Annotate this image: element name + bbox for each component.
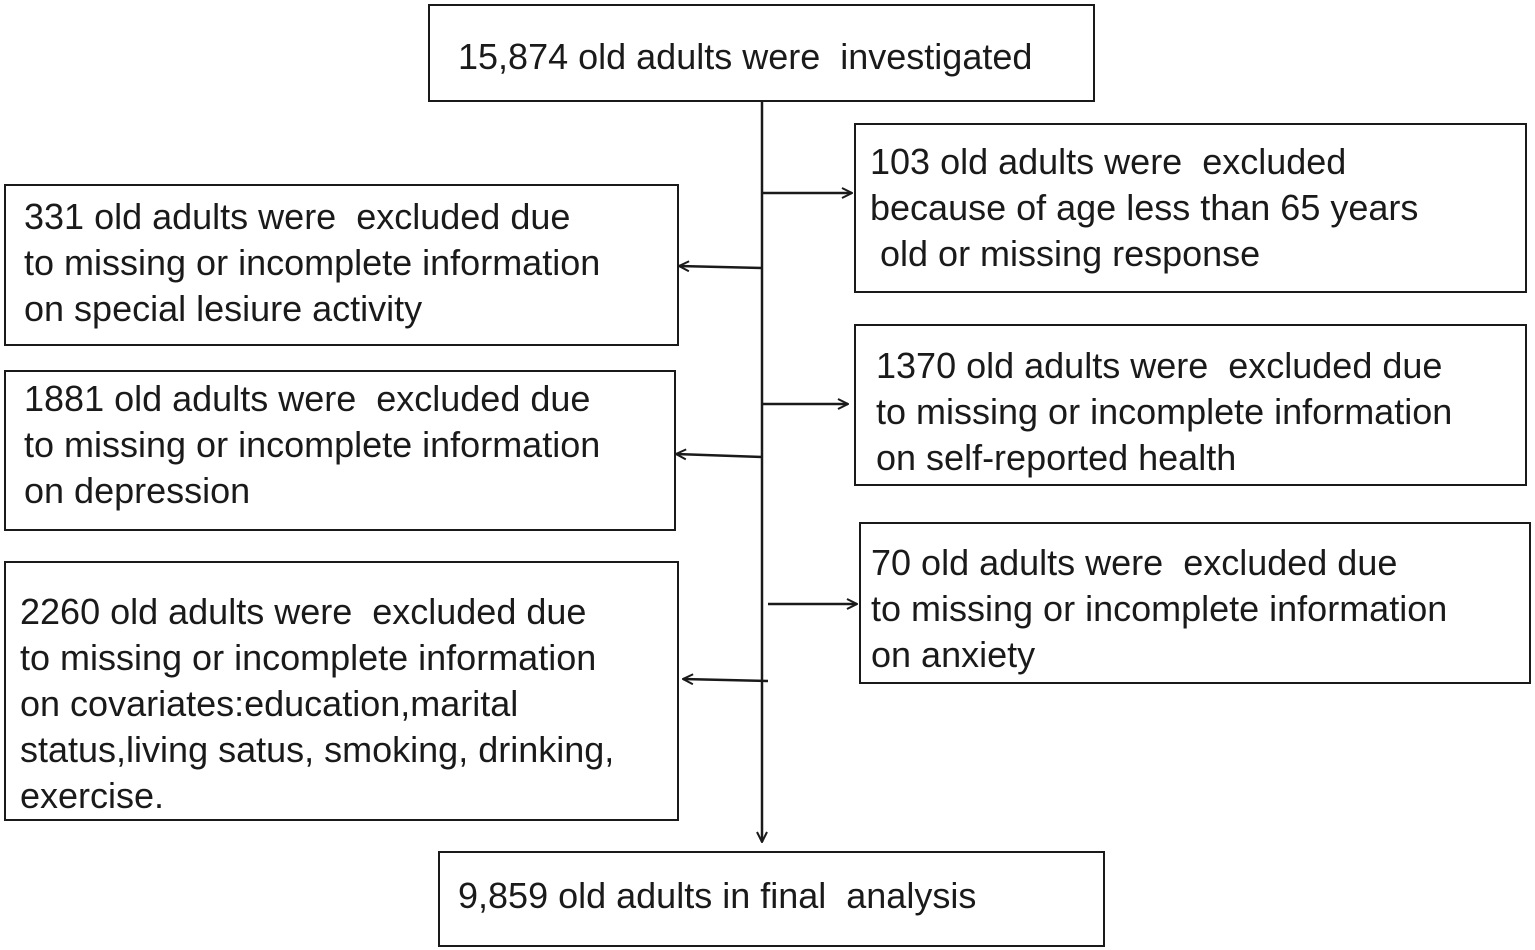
exclusion-right-3-line-3: on anxiety [871,634,1036,675]
exclusion-right-2-line-3: on self-reported health [876,437,1237,478]
exclusion-left-1-line-1: 331 old adults were excluded due [24,196,571,237]
exclusion-left-3-line-1: 2260 old adults were excluded due [20,591,587,632]
arrow-to-exclusion-left-2 [676,454,762,457]
final-analysis-box [438,851,1105,947]
exclusion-box-right-2 [854,324,1527,486]
exclusion-left-3-line-2: to missing or incomplete information [20,637,597,678]
start-population-box [428,4,1095,102]
exclusion-right-2-line-2: to missing or incomplete information [876,391,1453,432]
exclusion-left-1-line-3: on special lesiure activity [24,288,423,329]
final-analysis-text: 9,859 old adults in final analysis [458,875,977,916]
exclusion-right-3-line-1: 70 old adults were excluded due [871,542,1398,583]
exclusion-box-right-1 [854,123,1527,293]
exclusion-right-1-line-1: 103 old adults were excluded [870,141,1347,182]
exclusion-right-2-line-1: 1370 old adults were excluded due [876,345,1443,386]
arrow-to-exclusion-left-1 [679,266,762,268]
exclusion-right-3-line-2: to missing or incomplete information [871,588,1448,629]
exclusion-box-left-2 [4,370,676,531]
exclusion-left-3-line-4: status,living satus, smoking, drinking, [20,729,615,770]
exclusion-right-1-line-3: old or missing response [870,233,1261,274]
exclusion-left-3-line-3: on covariates:education,marital [20,683,519,724]
exclusion-box-right-3 [859,522,1531,684]
exclusion-left-2-line-1: 1881 old adults were excluded due [24,378,591,419]
exclusion-left-3-line-5: exercise. [20,775,165,816]
exclusion-left-2-line-3: on depression [24,470,251,511]
exclusion-right-1-line-2: because of age less than 65 years [870,187,1419,228]
arrow-to-exclusion-left-3 [683,679,768,681]
exclusion-left-1-line-2: to missing or incomplete information [24,242,601,283]
start-population-text: 15,874 old adults were investigated [458,36,1033,77]
exclusion-left-2-line-2: to missing or incomplete information [24,424,601,465]
exclusion-box-left-1 [4,184,679,346]
exclusion-box-left-3 [4,561,679,821]
